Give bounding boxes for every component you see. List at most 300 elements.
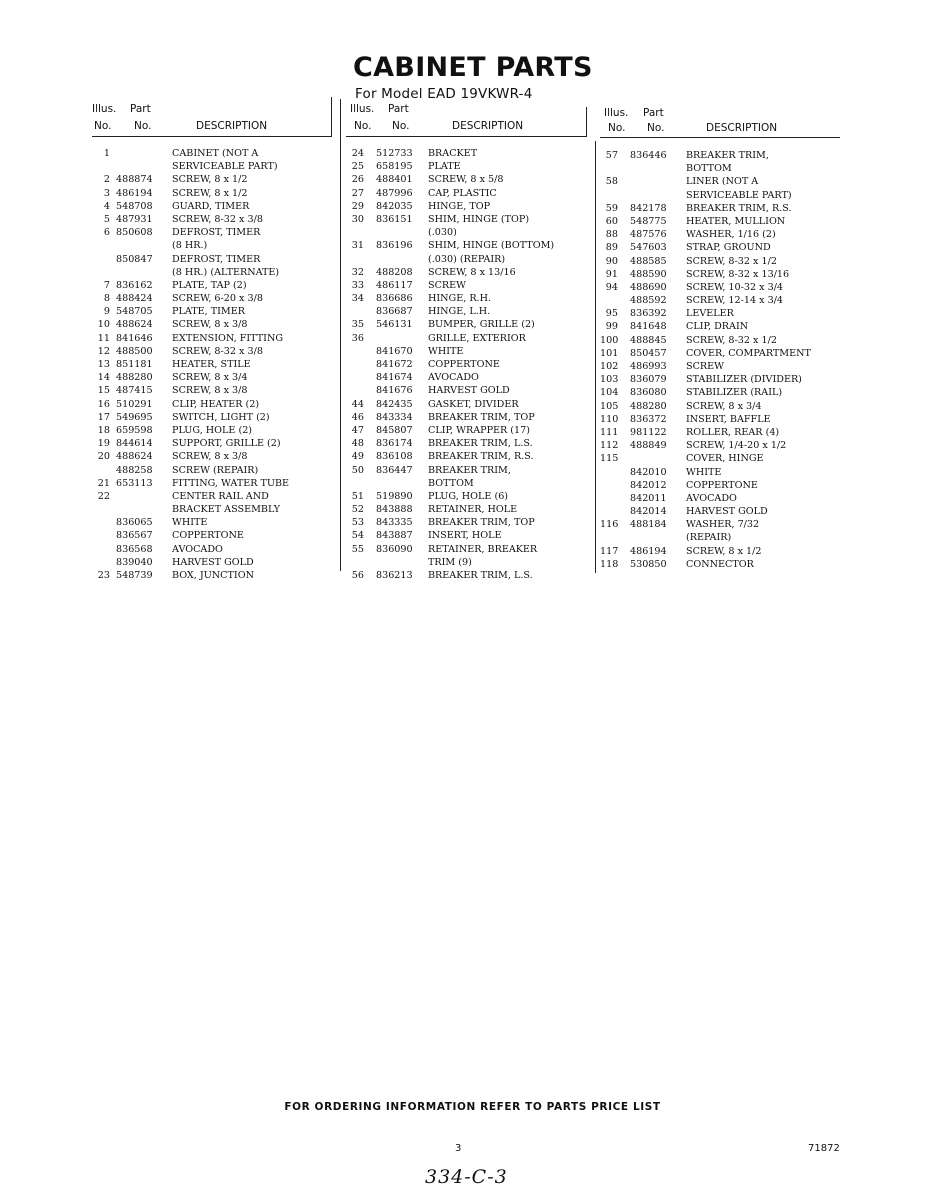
part-number: 843888 — [376, 504, 413, 516]
table-row — [92, 371, 332, 384]
part-description: PLATE, TAP (2) — [172, 279, 247, 291]
table-row — [600, 268, 840, 281]
table-row — [600, 202, 840, 215]
table-row — [600, 149, 840, 162]
illus-number: 21 — [97, 477, 110, 489]
table-row — [92, 450, 332, 463]
part-number: 488590 — [630, 268, 667, 280]
part-description: BUMPER, GRILLE (2) — [428, 319, 535, 331]
part-number: 488849 — [630, 440, 667, 452]
illus-number: 57 — [605, 150, 618, 161]
part-number: 659598 — [116, 424, 153, 436]
illus-number: 90 — [605, 255, 618, 267]
table-row — [600, 320, 840, 333]
table-row — [92, 213, 332, 226]
part-description: PLUG, HOLE (2) — [172, 424, 253, 436]
illus-number: 6 — [103, 227, 110, 239]
illus-number: 105 — [600, 400, 619, 412]
part-description: BRACKET ASSEMBLY — [172, 504, 281, 516]
part-number: 488280 — [116, 372, 153, 384]
part-number: 841670 — [376, 345, 413, 357]
part-description: CONNECTOR — [686, 558, 754, 570]
illus-number: 52 — [351, 504, 364, 516]
part-number: 836196 — [376, 240, 413, 252]
part-description: COVER, HINGE — [686, 453, 764, 465]
table-row — [92, 516, 332, 529]
table-row — [92, 173, 332, 186]
table-row — [600, 347, 840, 360]
part-number: 843334 — [376, 411, 413, 423]
part-description: TRIM (9) — [428, 556, 472, 568]
part-no-header: No. — [392, 120, 410, 132]
part-description: PLATE, TIMER — [172, 306, 245, 318]
illus-number: 3 — [103, 187, 110, 199]
table-row — [600, 426, 840, 439]
part-description: SCREW, 10-32 x 3/4 — [686, 281, 784, 293]
table-row — [92, 569, 332, 582]
table-row — [346, 345, 586, 358]
illus-number: 53 — [351, 517, 364, 529]
part-description: COPPERTONE — [172, 530, 244, 542]
part-number: 488845 — [630, 334, 667, 346]
table-row — [600, 334, 840, 347]
table-row — [600, 466, 840, 479]
part-description: FITTING, WATER TUBE — [172, 477, 290, 489]
illus-number: 22 — [97, 490, 110, 502]
table-row — [346, 239, 586, 252]
illus-number: 47 — [351, 424, 364, 436]
part-description: (.030) — [428, 227, 457, 239]
part-number: 844614 — [116, 438, 153, 450]
part-number: 836162 — [116, 279, 153, 291]
table-row — [346, 384, 586, 397]
part-description: BOTTOM — [686, 163, 732, 175]
table-row — [600, 255, 840, 268]
table-row — [346, 371, 586, 384]
part-description: CENTER RAIL AND — [172, 490, 269, 502]
column-divider — [595, 141, 596, 573]
parts-column-2 — [346, 103, 586, 582]
illus-number: 13 — [97, 359, 110, 370]
table-row — [600, 281, 840, 294]
description-header: DESCRIPTION — [196, 120, 268, 132]
part-number: 836108 — [376, 451, 413, 463]
part-description: AVOCADO — [686, 492, 737, 504]
part-number: 981122 — [630, 426, 667, 438]
ordering-note: FOR ORDERING INFORMATION REFER TO PARTS PRICE LIST — [284, 1101, 661, 1113]
parts-list — [346, 147, 586, 582]
table-row — [92, 266, 332, 279]
part-number: 836080 — [630, 387, 667, 399]
page-title: CABINET PARTS — [353, 52, 593, 83]
table-row — [346, 569, 586, 582]
part-number: 836065 — [116, 517, 153, 529]
part-description: GASKET, DIVIDER — [428, 398, 519, 410]
illus-number: 54 — [351, 530, 364, 542]
illus-number: 100 — [600, 334, 619, 346]
part-description: SCREW, 8 x 3/8 — [172, 319, 248, 331]
illus-number: 99 — [605, 321, 618, 333]
illus-number: 17 — [97, 411, 110, 423]
table-row — [92, 477, 332, 490]
illus-number: 95 — [605, 308, 618, 320]
part-description: CLIP, WRAPPER (17) — [428, 424, 531, 436]
part-description: (REPAIR) — [686, 532, 732, 544]
table-row — [600, 505, 840, 518]
table-row — [92, 529, 332, 542]
table-row — [92, 384, 332, 397]
part-description: INSERT, BAFFLE — [686, 413, 771, 425]
part-number: 836567 — [116, 530, 153, 542]
illus-number: 115 — [600, 453, 619, 465]
part-number: 841674 — [376, 372, 413, 384]
part-number: 841648 — [630, 321, 667, 333]
part-number: 488258 — [116, 464, 153, 476]
part-number: 488624 — [116, 451, 153, 463]
part-number: 488401 — [376, 174, 413, 186]
table-row — [92, 187, 332, 200]
illus-number: 10 — [97, 319, 110, 331]
part-description: SCREW (REPAIR) — [172, 464, 259, 476]
table-row — [346, 424, 586, 437]
table-row — [92, 556, 332, 569]
table-row — [600, 531, 840, 544]
illus-number: 49 — [351, 451, 364, 463]
illus-number: 101 — [600, 347, 619, 359]
part-description: ROLLER, REAR (4) — [686, 426, 780, 438]
illus-number: 116 — [600, 519, 619, 531]
table-row — [346, 279, 586, 292]
part-number: 530850 — [630, 558, 667, 570]
part-header: Part — [643, 107, 664, 119]
illus-no-header: No. — [354, 120, 372, 132]
illus-header: Illus. — [604, 107, 629, 119]
part-description: PLUG, HOLE (6) — [428, 490, 509, 502]
part-description: DEFROST, TIMER — [172, 227, 261, 239]
part-description: CAP, PLASTIC — [428, 187, 497, 199]
table-row — [346, 226, 586, 239]
part-description: RETAINER, HOLE — [428, 504, 518, 516]
part-description: BREAKER TRIM, R.S. — [428, 451, 534, 463]
illus-number: 7 — [103, 279, 110, 291]
part-description: COVER, COMPARTMENT — [686, 347, 811, 359]
part-description: LEVELER — [686, 308, 734, 320]
illus-no-header: No. — [608, 122, 626, 134]
illus-number: 117 — [600, 545, 619, 557]
table-row — [600, 241, 840, 254]
table-row — [346, 490, 586, 503]
illus-header: Illus. — [92, 103, 117, 115]
page-subtitle: For Model EAD 19VKWR-4 — [355, 86, 533, 102]
part-description: HARVEST GOLD — [428, 385, 510, 397]
part-description: COPPERTONE — [428, 359, 500, 370]
part-number: 488585 — [630, 255, 667, 267]
part-number: 488500 — [116, 345, 153, 357]
table-row — [346, 147, 586, 160]
table-row — [346, 464, 586, 477]
illus-number: 26 — [351, 174, 364, 186]
part-number: 486117 — [376, 279, 413, 291]
table-row — [92, 543, 332, 556]
column-divider — [331, 97, 332, 137]
handwritten-note: 334-C-3 — [425, 1166, 508, 1188]
part-number: 842178 — [630, 202, 667, 214]
part-number: 836090 — [376, 543, 413, 555]
table-row — [600, 386, 840, 399]
table-row — [92, 424, 332, 437]
illus-number: 34 — [351, 293, 364, 305]
table-row — [346, 358, 586, 371]
part-description: SCREW, 8 x 13/16 — [428, 266, 516, 278]
part-description: WHITE — [428, 345, 464, 357]
part-description: SCREW — [428, 279, 467, 291]
part-number: 836079 — [630, 374, 667, 386]
part-description: SCREW, 8 x 3/4 — [686, 400, 762, 412]
illus-number: 18 — [97, 424, 110, 436]
table-row — [92, 292, 332, 305]
part-number: 836687 — [376, 306, 413, 318]
table-row — [346, 332, 586, 345]
description-header: DESCRIPTION — [706, 122, 778, 134]
table-row — [346, 200, 586, 213]
part-number: 842010 — [630, 466, 667, 478]
table-row — [346, 187, 586, 200]
part-number: 842435 — [376, 398, 413, 410]
part-number: 486993 — [630, 361, 667, 372]
illus-number: 50 — [351, 464, 364, 476]
illus-number: 20 — [97, 451, 110, 463]
part-number: 547603 — [630, 242, 667, 254]
part-number: 836568 — [116, 543, 153, 555]
table-row — [346, 543, 586, 556]
illus-number: 1 — [103, 148, 110, 159]
part-description: BREAKER TRIM, R.S. — [686, 202, 792, 214]
part-number: 486194 — [630, 545, 667, 557]
part-number: 841646 — [116, 332, 153, 344]
illus-number: 16 — [97, 398, 110, 410]
illus-number: 4 — [103, 200, 110, 212]
part-number: 487576 — [630, 229, 667, 241]
table-row — [92, 253, 332, 266]
illus-number: 89 — [605, 242, 618, 254]
part-number: 487996 — [376, 187, 413, 199]
part-description: COPPERTONE — [686, 479, 758, 491]
table-row — [600, 373, 840, 386]
table-row — [600, 558, 840, 571]
part-header: Part — [388, 103, 409, 115]
table-row — [600, 452, 840, 465]
part-description: GUARD, TIMER — [172, 200, 250, 212]
illus-number: 58 — [605, 176, 618, 188]
table-row — [346, 529, 586, 542]
part-description: STABILIZER (RAIL) — [686, 387, 783, 399]
table-row — [92, 305, 332, 318]
table-row — [600, 439, 840, 452]
parts-column-3 — [600, 107, 840, 571]
illus-number: 51 — [351, 490, 364, 502]
illus-number: 118 — [600, 558, 619, 570]
part-description: WASHER, 7/32 — [686, 519, 760, 531]
illus-number: 23 — [97, 570, 110, 581]
part-description: SCREW, 8 x 3/4 — [172, 372, 248, 384]
part-number: 842012 — [630, 479, 667, 491]
part-number: 842011 — [630, 492, 667, 504]
table-row — [92, 464, 332, 477]
illus-number: 15 — [97, 385, 110, 397]
table-row — [346, 173, 586, 186]
table-row — [92, 279, 332, 292]
part-description: HEATER, MULLION — [686, 215, 786, 227]
part-no-header: No. — [134, 120, 152, 132]
part-description: SERVICEABLE PART) — [686, 189, 792, 201]
illus-number: 14 — [97, 372, 110, 384]
part-number: 487415 — [116, 385, 153, 397]
part-number: 836686 — [376, 293, 413, 305]
illus-no-header: No. — [94, 120, 112, 132]
part-number: 488624 — [116, 319, 153, 331]
table-row — [600, 175, 840, 188]
part-number: 841672 — [376, 359, 413, 370]
part-number: 658195 — [376, 161, 413, 173]
part-no-header: No. — [647, 122, 665, 134]
illus-number: 36 — [351, 332, 364, 344]
part-number: 841676 — [376, 385, 413, 397]
table-row — [346, 160, 586, 173]
part-description: CLIP, DRAIN — [686, 321, 749, 333]
part-description: SCREW, 8-32 x 13/16 — [686, 268, 790, 280]
illus-number: 88 — [605, 229, 618, 241]
illus-number: 25 — [351, 161, 364, 173]
illus-number: 44 — [351, 398, 364, 410]
part-number: 842014 — [630, 506, 667, 518]
table-row — [92, 398, 332, 411]
table-row — [346, 411, 586, 424]
part-number: 548775 — [630, 215, 667, 227]
part-description: SCREW, 8-32 x 3/8 — [172, 345, 263, 357]
part-number: 548705 — [116, 306, 153, 318]
column-divider — [586, 107, 587, 137]
part-number: 519890 — [376, 490, 413, 502]
table-row — [346, 437, 586, 450]
parts-list — [92, 147, 332, 582]
illus-number: 111 — [600, 426, 619, 438]
part-description: EXTENSION, FITTING — [172, 332, 284, 344]
part-description: GRILLE, EXTERIOR — [428, 332, 526, 344]
part-number: 843887 — [376, 530, 413, 542]
table-row — [92, 226, 332, 239]
part-description: SCREW, 8 x 3/8 — [172, 385, 248, 397]
table-row — [600, 400, 840, 413]
table-row — [92, 160, 332, 173]
part-description: BREAKER TRIM, — [428, 464, 511, 476]
part-number: 836392 — [630, 308, 667, 320]
table-row — [346, 253, 586, 266]
illus-number: 94 — [605, 281, 618, 293]
part-number: 512733 — [376, 148, 413, 159]
part-description: DEFROST, TIMER — [172, 253, 261, 265]
column-header — [92, 103, 332, 139]
parts-list — [600, 149, 840, 571]
table-row — [92, 200, 332, 213]
part-number: 842035 — [376, 200, 413, 212]
part-description: BOTTOM — [428, 477, 474, 489]
part-description: SCREW, 1/4-20 x 1/2 — [686, 440, 787, 452]
illus-number: 24 — [351, 148, 364, 159]
parts-column-1 — [92, 103, 332, 582]
part-description: SCREW, 8-32 x 3/8 — [172, 213, 263, 225]
part-header: Part — [130, 103, 151, 115]
table-row — [92, 332, 332, 345]
part-number: 836446 — [630, 150, 667, 161]
part-number: 486194 — [116, 187, 153, 199]
part-number: 510291 — [116, 398, 153, 410]
illus-number: 102 — [600, 361, 619, 372]
part-description: SCREW, 12-14 x 3/4 — [686, 295, 784, 307]
illus-number: 110 — [600, 413, 619, 425]
illus-number: 112 — [600, 440, 619, 452]
part-number: 488208 — [376, 266, 413, 278]
part-description: HINGE, R.H. — [428, 293, 492, 305]
illus-number: 91 — [605, 268, 618, 280]
table-row — [346, 516, 586, 529]
part-description: BRACKET — [428, 148, 478, 159]
part-number: 546131 — [376, 319, 413, 331]
illus-header: Illus. — [350, 103, 375, 115]
table-row — [92, 437, 332, 450]
illus-number: 8 — [103, 293, 110, 305]
header-rule — [92, 136, 332, 137]
part-description: BREAKER TRIM, TOP — [428, 517, 535, 529]
illus-number: 5 — [103, 213, 110, 225]
table-row — [600, 518, 840, 531]
part-description: HINGE, L.H. — [428, 306, 491, 318]
part-description: CABINET (NOT A — [172, 148, 259, 159]
part-description: SWITCH, LIGHT (2) — [172, 411, 270, 423]
illus-number: 33 — [351, 279, 364, 291]
table-row — [346, 318, 586, 331]
table-row — [346, 503, 586, 516]
part-description: BREAKER TRIM, TOP — [428, 411, 535, 423]
table-row — [92, 318, 332, 331]
part-description: HARVEST GOLD — [686, 506, 768, 518]
part-description: (8 HR.) — [172, 240, 208, 252]
table-row — [346, 398, 586, 411]
table-row — [92, 490, 332, 503]
table-row — [600, 307, 840, 320]
column-divider — [340, 99, 341, 571]
part-number: 839040 — [116, 556, 153, 568]
illus-number: 32 — [351, 266, 364, 278]
part-description: SUPPORT, GRILLE (2) — [172, 438, 281, 450]
part-description: STRAP, GROUND — [686, 242, 771, 254]
table-row — [346, 305, 586, 318]
table-row — [92, 147, 332, 160]
illus-number: 104 — [600, 387, 619, 399]
illus-number: 103 — [600, 374, 619, 386]
table-row — [600, 479, 840, 492]
part-description: SCREW, 8 x 1/2 — [686, 545, 762, 557]
illus-number: 29 — [351, 200, 364, 212]
part-number: 836447 — [376, 464, 413, 476]
part-description: STABILIZER (DIVIDER) — [686, 374, 802, 386]
part-number: 850608 — [116, 227, 153, 239]
part-number: 836174 — [376, 438, 413, 450]
part-number: 850847 — [116, 253, 153, 265]
part-number: 488424 — [116, 293, 153, 305]
part-number: 488690 — [630, 281, 667, 293]
table-row — [600, 162, 840, 175]
part-number: 836372 — [630, 413, 667, 425]
